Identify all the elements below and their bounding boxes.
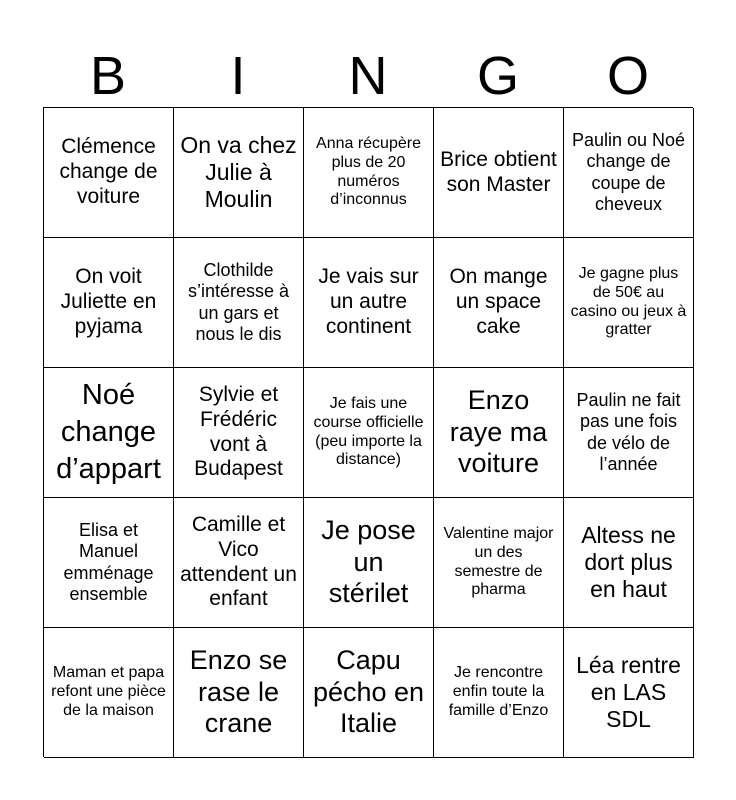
bingo-header xyxy=(43,45,693,107)
bingo-cell[interactable]: On voit Juliette en pyjama xyxy=(44,238,174,368)
bingo-cell[interactable]: Paulin ne fait pas une fois de vélo de l’année xyxy=(564,368,694,498)
header-letter-i: I xyxy=(230,46,246,106)
bingo-cell[interactable]: Je rencontre enfin toute la famille d’Enzo xyxy=(434,628,564,758)
bingo-cell[interactable]: Anna récupère plus de 20 numéros d’inconnus xyxy=(304,108,434,238)
bingo-cell[interactable]: Noé change d’appart xyxy=(44,368,174,498)
bingo-cell[interactable]: Maman et papa refont une pièce de la maison xyxy=(44,628,174,758)
bingo-cell[interactable]: Valentine major un des semestre de pharma xyxy=(434,498,564,628)
bingo-cell[interactable]: Léa rentre en LAS SDL xyxy=(564,628,694,758)
bingo-cell[interactable]: Clothilde s’intéresse à un gars et nous le dis xyxy=(174,238,304,368)
bingo-cell[interactable]: Sylvie et Frédéric vont à Budapest xyxy=(174,368,304,498)
bingo-board xyxy=(43,107,693,757)
bingo-cell[interactable]: Clémence change de voiture xyxy=(44,108,174,238)
bingo-cell[interactable]: Je pose un stérilet xyxy=(304,498,434,628)
bingo-cell[interactable]: Paulin ou Noé change de coupe de cheveux xyxy=(564,108,694,238)
bingo-cell[interactable]: On va chez Julie à Moulin xyxy=(174,108,304,238)
bingo-cell[interactable]: Elisa et Manuel emménage ensemble xyxy=(44,498,174,628)
bingo-cell[interactable]: Je fais une course officielle (peu importe la distance) xyxy=(304,368,434,498)
bingo-cell[interactable]: Je vais sur un autre continent xyxy=(304,238,434,368)
bingo-cell[interactable]: Altess ne dort plus en haut xyxy=(564,498,694,628)
header-letter-o: O xyxy=(606,46,649,106)
bingo-cell[interactable]: Capu pécho en Italie xyxy=(304,628,434,758)
header-letter-g: G xyxy=(476,46,519,106)
bingo-cell[interactable]: Brice obtient son Master xyxy=(434,108,564,238)
header-letter-n: N xyxy=(348,46,388,106)
bingo-cell[interactable]: Enzo se rase le crane xyxy=(174,628,304,758)
bingo-cell[interactable]: On mange un space cake xyxy=(434,238,564,368)
header-letter-b: B xyxy=(89,46,127,106)
bingo-cell[interactable]: Je gagne plus de 50€ au casino ou jeux à gratter xyxy=(564,238,694,368)
bingo-cell[interactable]: Enzo raye ma voiture xyxy=(434,368,564,498)
bingo-cell[interactable]: Camille et Vico attendent un enfant xyxy=(174,498,304,628)
